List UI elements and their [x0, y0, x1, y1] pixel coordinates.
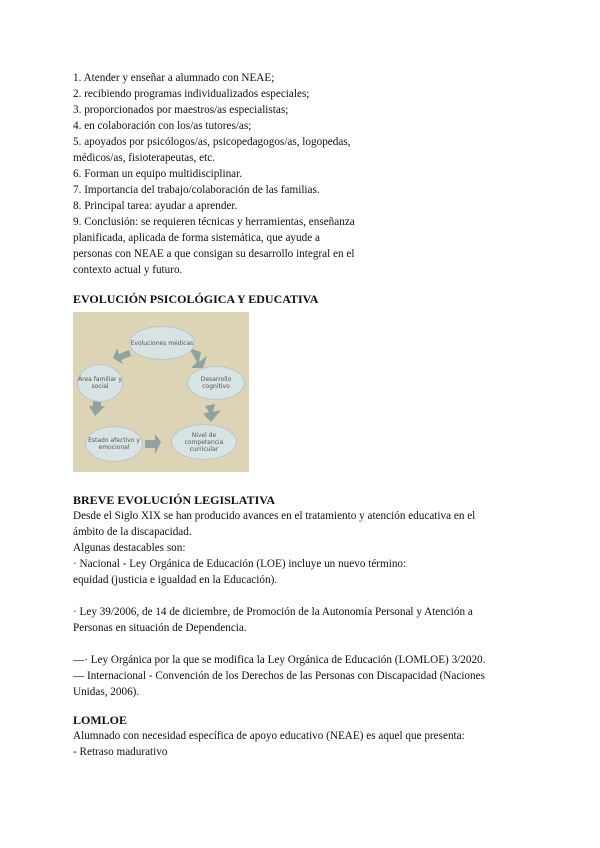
legislation-block-b	[73, 604, 533, 636]
lomloe-block	[73, 728, 533, 760]
arrow-top-right	[189, 348, 207, 368]
paragraph-line: - Retraso madurativo	[73, 746, 168, 758]
list-line: 8. Principal tarea: ayudar a aprender.	[73, 200, 238, 212]
cycle-diagram	[73, 312, 249, 472]
paragraph-line: —· Ley Orgánica por la que se modifica la Ley Orgánica de Educación (LOMLOE) 3/2020.	[73, 654, 486, 666]
paragraph-line: ámbito de la discapacidad.	[73, 526, 192, 538]
list-line: planificada, aplicada de forma sistemática, que ayude a	[73, 232, 320, 244]
list-line: 5. apoyados por psicólogos/as, psicopedagogos/as, logopedas,	[73, 136, 351, 148]
list-line: médicos/as, fisioterapeutas, etc.	[73, 152, 215, 164]
paragraph-line: Algunas destacables son:	[73, 542, 186, 554]
section-title-legislativa: BREVE EVOLUCIÓN LEGISLATIVA	[73, 493, 276, 507]
node-desarrollo-cognitivo: Desarrollo cognitivo	[187, 366, 245, 400]
list-line: 9. Conclusión: se requieren técnicas y herramientas, enseñanza	[73, 216, 355, 228]
list-line: 7. Importancia del trabajo/colaboración de las familias.	[73, 184, 320, 196]
list-line: 2. recibiendo programas individualizados especiales;	[73, 88, 310, 100]
paragraph-line: Alumnado con necesidad específica de apoyo educativo (NEAE) es aquel que presenta:	[73, 730, 465, 742]
node-nivel-competencia: Nivel de competencia curricular	[171, 424, 237, 460]
paragraph-line: Desde el Siglo XIX se han producido avances en el tratamiento y atención educativa en el	[73, 510, 476, 522]
list-line: 4. en colaboración con los/as tutores/as;	[73, 120, 252, 132]
list-line: personas con NEAE a que consigan su desarrollo integral en el	[73, 248, 355, 260]
node-estado-afectivo: Estado afectivo y emocional	[85, 426, 143, 462]
node-area-familiar: Área familiar y social	[77, 364, 123, 402]
legislation-block-a	[73, 508, 533, 588]
list-line: 6. Forman un equipo multidisciplinar.	[73, 168, 243, 180]
arrow-bottom-left	[145, 434, 161, 454]
arrow-right-bottom	[203, 404, 221, 422]
paragraph-line: Unidas, 2006).	[73, 686, 140, 698]
section-title-lomloe: LOMLOE	[73, 713, 128, 727]
section-title-evolucion: EVOLUCIÓN PSICOLÓGICA Y EDUCATIVA	[73, 292, 319, 306]
paragraph-line: Personas en situación de Dependencia.	[73, 622, 247, 634]
legislation-block-c	[73, 652, 533, 700]
numbered-list	[73, 70, 533, 278]
document-page	[73, 70, 533, 760]
arrow-left-top	[113, 348, 131, 364]
paragraph-line: — Internacional - Convención de los Derechos de las Personas con Discapacidad (Naciones	[73, 670, 485, 682]
paragraph-line: · Ley 39/2006, de 14 de diciembre, de Promoción de la Autonomía Personal y Atención a	[73, 606, 473, 618]
paragraph-line: · Nacional - Ley Orgánica de Educación (LOE) incluye un nuevo término:	[73, 558, 407, 570]
list-line: 1. Atender y enseñar a alumnado con NEAE;	[73, 72, 275, 84]
list-line: 3. proporcionados por maestros/as especialistas;	[73, 104, 289, 116]
list-line: contexto actual y futuro.	[73, 264, 183, 276]
node-evoluciones-medicas: Evoluciones médicas	[129, 326, 195, 360]
paragraph-line: equidad (justicia e igualdad en la Educación).	[73, 574, 278, 586]
